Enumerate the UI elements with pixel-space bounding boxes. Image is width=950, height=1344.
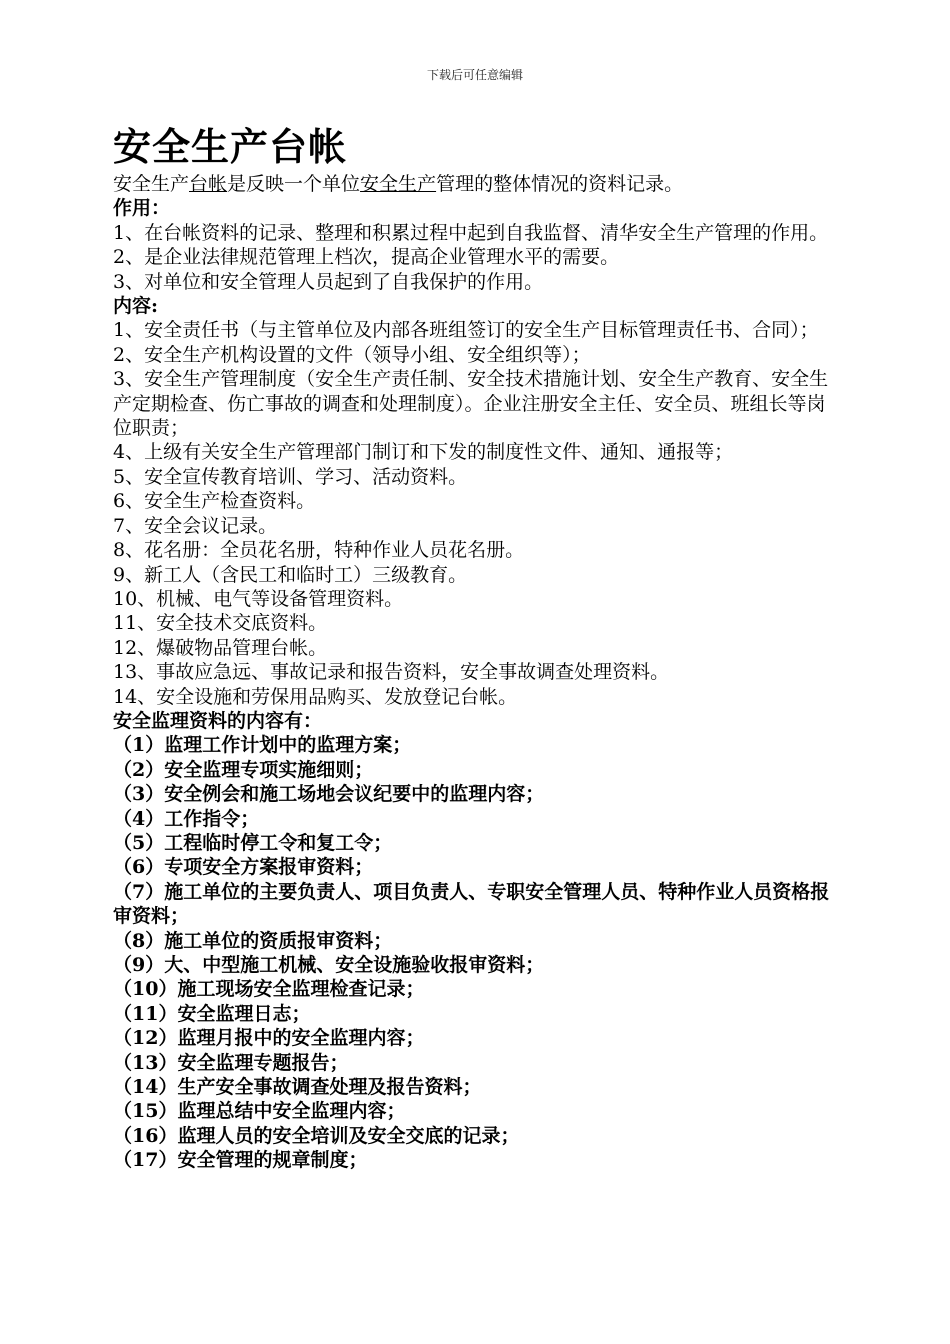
supervision-item: （15）监理总结中安全监理内容； [113,1100,406,1123]
content-list [113,318,835,709]
intro-text: 管理的整体情况的资料记录。 [436,173,684,195]
intro-link-ledger[interactable]: 台帐 [189,173,228,195]
content-item: 6、安全生产检查资料。 [113,490,316,513]
supervision-item: （13）安全监理专题报告； [113,1051,349,1074]
content-item: 7、安全会议记录。 [113,514,278,537]
content-item: 1、安全责任书（与主管单位及内部各班组签订的安全生产目标管理责任书、合同）； [113,319,819,342]
content-item: 9、新工人（含民工和临时工）三级教育。 [113,563,468,586]
intro-link-safety-production[interactable]: 安全生产 [360,173,437,195]
supervision-item: （5）工程临时停工令和复工令； [113,831,393,854]
supervision-item: （11）安全监理日志； [113,1002,311,1025]
header-note: 下载后可任意编辑 [426,68,523,82]
supervision-item: （4）工作指令； [113,807,260,830]
content-item: 3、安全生产管理制度（安全生产责任制、安全技术措施计划、安全生产教育、安全生产定期检查、伤亡事故的调查和处理制度）。企业注册安全主任、安全员、班组长等岗位职责； [113,368,829,440]
supervision-item: （10）施工现场安全监理检查记录； [113,978,425,1001]
role-item: 1、在台帐资料的记录、整理和积累过程中起到自我监督、清华安全生产管理的作用。 [113,221,829,244]
role-heading: 作用： [113,197,171,220]
supervision-item: （14）生产安全事故调查处理及报告资料； [113,1076,482,1099]
supervision-list [113,733,835,1172]
document-body [113,172,835,1173]
content-item: 8、花名册：全员花名册，特种作业人员花名册。 [113,539,525,562]
supervision-item: （8）施工单位的资质报审资料； [113,929,393,952]
content-item: 5、安全宣传教育培训、学习、活动资料。 [113,465,468,488]
role-item: 3、对单位和安全管理人员起到了自我保护的作用。 [113,270,544,293]
supervision-item: （7）施工单位的主要负责人、项目负责人、专职安全管理人员、特种作业人员资格报审资料； [113,880,830,928]
supervision-item: （1）监理工作计划中的监理方案； [113,734,412,757]
supervision-item: （12）监理月报中的安全监理内容； [113,1027,425,1050]
supervision-item: （17）安全管理的规章制度； [113,1149,368,1172]
supervision-item: （3）安全例会和施工场地会议纪要中的监理内容； [113,783,545,806]
supervision-item: （2）安全监理专项实施细则； [113,758,374,781]
content-item: 12、爆破物品管理台帐。 [113,636,328,659]
intro-paragraph [113,172,835,196]
supervision-heading: 安全监理资料的内容有： [113,709,323,732]
content-item: 11、安全技术交底资料。 [113,612,328,635]
supervision-item: （9）大、中型施工机械、安全设施验收报审资料； [113,954,545,976]
intro-text: 是反映一个单位 [227,173,361,195]
supervision-item: （6）专项安全方案报审资料； [113,856,374,879]
intro-text: 安全生产 [113,173,190,195]
supervision-item: （16）监理人员的安全培训及安全交底的记录； [113,1124,520,1147]
content-item: 2、安全生产机构设置的文件（领导小组、安全组织等）； [113,343,591,366]
content-item: 14、安全设施和劳保用品购买、发放登记台帐。 [113,685,518,708]
role-item: 2、是企业法律规范管理上档次，提高企业管理水平的需要。 [113,246,620,269]
content-item: 4、上级有关安全生产管理部门制订和下发的制度性文件、通知、通报等； [113,441,734,464]
content-item: 10、机械、电气等设备管理资料。 [113,587,404,610]
content-heading: 内容: [113,295,159,318]
document-title: 安全生产台帐 [113,124,348,169]
content-item: 13、事故应急远、事故记录和报告资料，安全事故调查处理资料。 [113,661,670,684]
role-list [113,221,835,294]
